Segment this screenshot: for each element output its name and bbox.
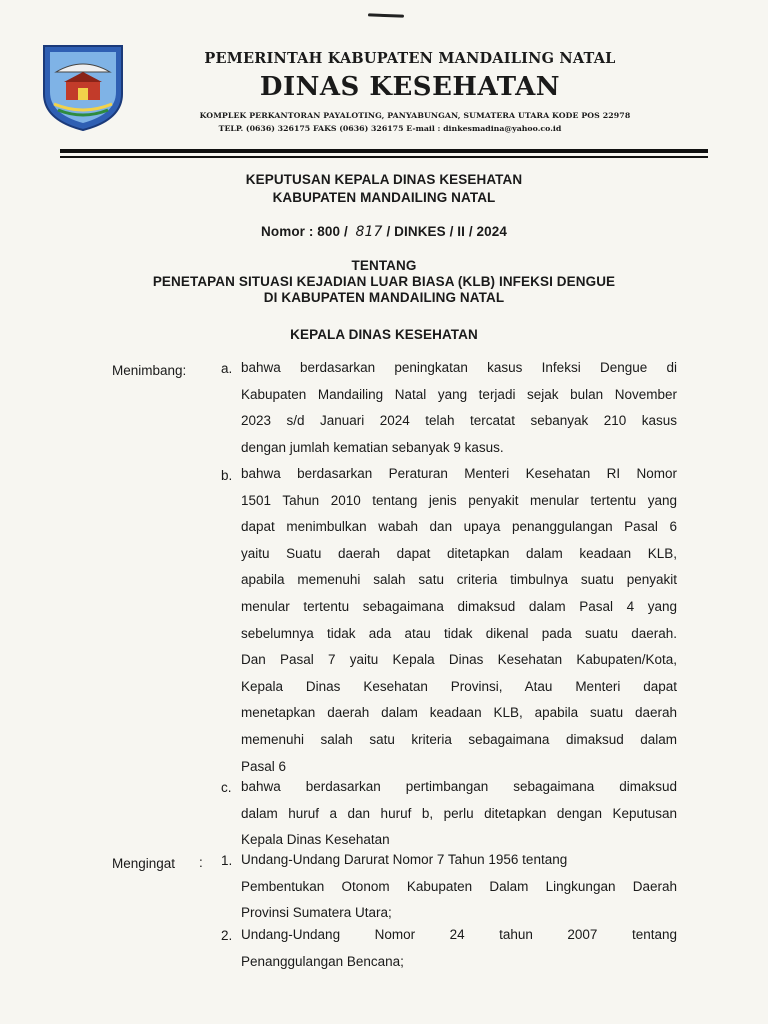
letterhead-rule-thick bbox=[60, 149, 708, 153]
menimbang-b-line: bahwa berdasarkan Peraturan Menteri Kesehatan RI Nomor bbox=[241, 466, 677, 481]
letterhead-rule-thin bbox=[60, 156, 708, 158]
decree-title-line1: KEPUTUSAN KEPALA DINAS KESEHATAN bbox=[245, 172, 523, 187]
menimbang-b-line: Dan Pasal 7 yaitu Kepala Dinas Kesehatan Kabupaten/Kota, bbox=[241, 652, 677, 668]
letterhead-department: DINAS KESEHATAN bbox=[259, 72, 561, 102]
letterhead-contact: TELP. (0636) 326175 FAKS (0636) 326175 E-mail : dinkesmadina@yahoo.co.id bbox=[218, 124, 562, 133]
menimbang-b-line: menular tertentu sebagaimana dimaksud dalam Pasal 4 yang bbox=[241, 598, 677, 614]
menimbang-marker-c: c. bbox=[221, 780, 232, 795]
menimbang-item-b bbox=[241, 461, 677, 780]
decree-number-prefix: Nomor : 800 / bbox=[261, 224, 348, 239]
menimbang-b-line: memenuhi salah satu kriteria sebagaimana dimaksud dalam bbox=[241, 731, 677, 747]
menimbang-b-line: Pasal 6 bbox=[241, 758, 287, 774]
regency-emblem-icon bbox=[40, 42, 126, 132]
menimbang-item-a bbox=[241, 355, 677, 461]
letterhead-address: KOMPLEK PERKANTORAN PAYALOTING, PANYABUNGAN, SUMATERA UTARA KODE POS 22978 bbox=[199, 111, 631, 120]
decree-number bbox=[60, 224, 708, 240]
menimbang-a-line: bahwa berdasarkan peningkatan kasus Infeksi Dengue di bbox=[241, 360, 677, 375]
decree-subject-line1: PENETAPAN SITUASI KEJADIAN LUAR BIASA (KLB) INFEKSI DENGUE bbox=[152, 274, 616, 289]
menimbang-b-line: yaitu Suatu daerah dapat ditetapkan dalam keadaan KLB, bbox=[241, 545, 677, 561]
menimbang-c-line: dalam huruf a dan huruf b, perlu ditetapkan dengan Keputusan bbox=[241, 805, 677, 821]
menimbang-b-line: menetapkan daerah dalam keadaan KLB, apabila suatu daerah bbox=[241, 705, 677, 721]
decree-subject-line2: DI KABUPATEN MANDAILING NATAL bbox=[263, 290, 505, 305]
menimbang-b-line: Kepala Dinas Kesehatan Provinsi, Atau Menteri dapat bbox=[241, 678, 677, 694]
mengingat-item-2 bbox=[241, 922, 677, 975]
mengingat-1-line: Pembentukan Otonom Kabupaten Dalam Lingkungan Daerah bbox=[241, 878, 677, 894]
mengingat-2-line: Penanggulangan Bencana; bbox=[241, 953, 404, 969]
mengingat-label: Mengingat bbox=[112, 856, 176, 871]
mengingat-1-line: Provinsi Sumatera Utara; bbox=[241, 905, 392, 921]
menimbang-a-line: dengan jumlah kematian sebanyak 9 kasus. bbox=[241, 439, 504, 455]
mengingat-2-line: Undang-Undang Nomor 24 tahun 2007 tentang bbox=[241, 927, 677, 942]
decree-number-handwritten: 817 bbox=[355, 224, 383, 240]
decree-issuer: KEPALA DINAS KESEHATAN bbox=[290, 327, 478, 342]
menimbang-c-line: Kepala Dinas Kesehatan bbox=[241, 832, 390, 848]
menimbang-b-line: 1501 Tahun 2010 tentang jenis penyakit menular tertentu yang bbox=[241, 492, 677, 508]
menimbang-b-line: apabila memenuhi salah satu criteria timbulnya suatu penyakit bbox=[241, 572, 677, 588]
mengingat-1-line: Undang-Undang Darurat Nomor 7 Tahun 1956 tentang bbox=[241, 852, 568, 867]
menimbang-a-line: 2023 s/d Januari 2024 telah tercatat sebanyak 210 kasus bbox=[241, 413, 677, 429]
menimbang-marker-a: a. bbox=[221, 361, 233, 376]
menimbang-item-c bbox=[241, 774, 677, 854]
letterhead-government: PEMERINTAH KABUPATEN MANDAILING NATAL bbox=[204, 50, 616, 67]
menimbang-c-line: bahwa berdasarkan pertimbangan sebagaimana dimaksud bbox=[241, 779, 677, 794]
menimbang-marker-b: b. bbox=[221, 468, 233, 483]
mengingat-marker-1: 1. bbox=[221, 853, 233, 868]
menimbang-b-line: dapat menimbulkan wabah dan upaya penanggulangan Pasal 6 bbox=[241, 519, 677, 535]
mengingat-marker-2: 2. bbox=[221, 928, 233, 943]
decree-number-suffix: / DINKES / II / 2024 bbox=[386, 224, 507, 239]
menimbang-label: Menimbang: bbox=[112, 363, 187, 378]
mengingat-item-1 bbox=[241, 847, 677, 927]
mengingat-colon: : bbox=[199, 855, 203, 870]
menimbang-b-line: sebelumnya tidak ada atau tidak dikenal pada suatu daerah. bbox=[241, 625, 677, 641]
decree-title-line2: KABUPATEN MANDAILING NATAL bbox=[272, 190, 496, 205]
decree-about: TENTANG bbox=[351, 258, 417, 273]
letterhead bbox=[0, 0, 768, 160]
menimbang-a-line: Kabupaten Mandailing Natal yang terjadi sejak bulan November bbox=[241, 386, 677, 402]
